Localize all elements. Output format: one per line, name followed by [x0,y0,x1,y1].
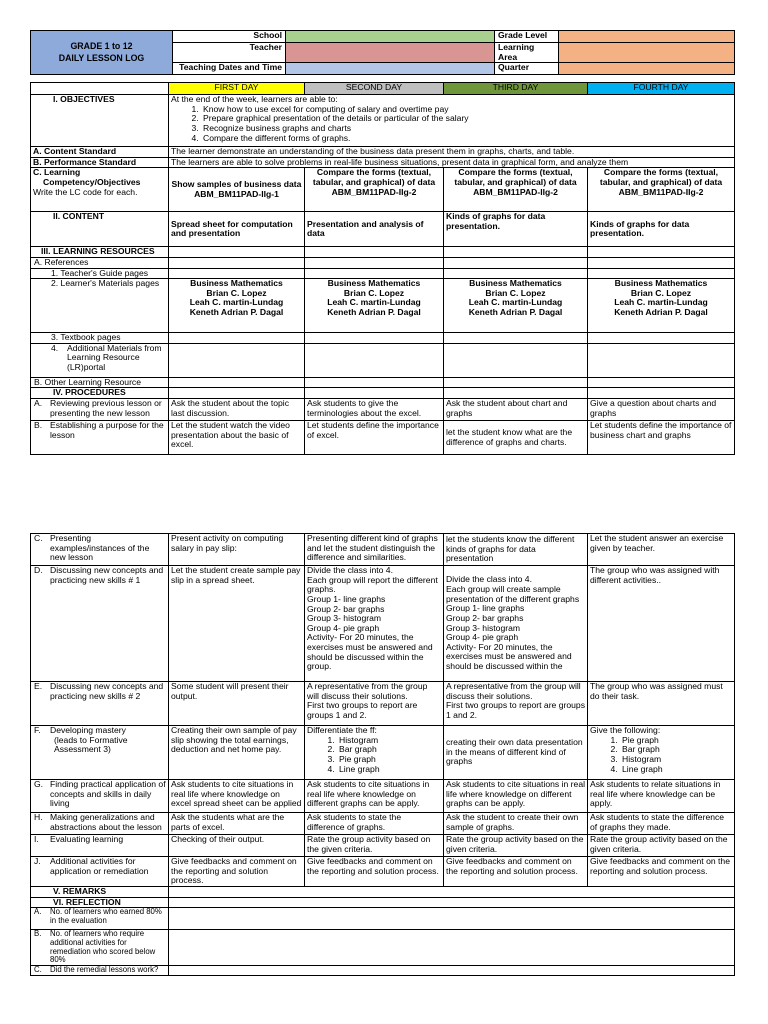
procedure-h-label [31,813,169,835]
school-label: School [173,31,286,43]
competency-label-2: Competency/Objectives [43,176,141,187]
textbook-row [31,333,735,344]
book-day4: Business Mathematics Brian C. Lopez Leah C. martin-Lundag Keneth Adrian P. Dagal [588,279,735,333]
procedure-a-text: Reviewing previous lesson or presenting the new lesson [50,398,162,418]
procedure-a-day2: Ask students to give the terminologies about the excel. [305,399,444,421]
procedure-f-day4-list [590,736,732,775]
procedure-e-day4: The group who was assigned must do their task. [588,682,735,726]
procedure-row-g [31,780,735,813]
remarks-row [31,886,735,897]
additional-num: 4. [51,343,59,353]
procedure-f-day2-intro: Differentiate the ff: [307,725,377,735]
reflection-b-cell[interactable] [169,930,735,966]
procedure-d-num: D. [34,565,43,575]
competency-day3: Compare the forms (textual, tabular, and graphical) of data ABM_BM11PAD-IIg-2 [444,168,588,212]
procedures-row [31,388,735,399]
additional-row [31,343,735,377]
remarks-cell[interactable] [169,886,735,897]
procedure-b-label [31,421,169,455]
procedure-c-day4: Let the student answer an exercise given by teacher. [588,534,735,566]
objectives-list [171,105,732,144]
other-resource-label: B. Other Learning Resource [31,377,169,388]
competency-label-3: Write the LC code for each. [33,186,138,197]
list-item: 3. Pie graph [337,755,441,765]
content-day4: Kinds of graphs for data presentation. [588,212,735,247]
day-header-2: SECOND DAY [305,83,444,95]
objectives-label: I. OBJECTIVES [31,95,169,147]
reflection-label: VI. REFLECTION [31,897,169,908]
procedure-f-num: F. [34,725,41,735]
tg-row [31,268,735,279]
reflection-row-c [31,966,735,976]
resources-label: III. LEARNING RESOURCES [31,247,169,258]
procedure-e-day2: A representative from the group will discuss their solutions. First two groups to report are groups 1 and 2. [305,682,444,726]
header-table [30,30,735,75]
corner-cell [31,83,169,95]
remarks-label: V. REMARKS [31,886,169,897]
reflection-a-text: No. of learners who earned 80% in the evaluation [50,907,162,925]
reflection-a-cell[interactable] [169,908,735,930]
list-item: 1. Pie graph [620,736,732,746]
procedure-c-text: Presenting examples/instances of the new lesson [50,533,150,563]
procedure-b-day3: let the student know what are the difference of graphs and charts. [444,421,588,455]
procedure-f-day1: Creating their own sample of pay slip showing the total earnings, deduction and net home pay. [169,726,305,780]
learners-materials-label: 2. Learner's Materials pages [31,279,169,333]
reflection-c-text: Did the remedial lessons work? [50,965,159,974]
learning-area-field[interactable] [559,43,735,63]
procedure-c-day3: let the students know the different kinds of graphs for data presentation [444,534,588,566]
content-standard-text: The learner demonstrate an understanding of the business data present them in graphs, charts, and table. [169,147,735,158]
procedure-e-num: E. [34,681,43,691]
competency-day4: Compare the forms (textual, tabular, and graphical) of data ABM_BM11PAD-IIg-2 [588,168,735,212]
content-day1: Spread sheet for computation and presentation [169,212,305,247]
procedure-e-day3: A representative from the group will discuss their solutions. First two groups to report are groups 1 and 2. [444,682,588,726]
book-day1: Business Mathematics Brian C. Lopez Leah C. martin-Lundag Keneth Adrian P. Dagal [169,279,305,333]
procedure-h-day4: Ask students to state the difference of graphs they made. [588,813,735,835]
procedure-j-day2: Give feedbacks and comment on the reporting and solution process. [305,857,444,887]
competency-label-1: C. Learning [33,167,81,178]
procedure-row-b [31,421,735,455]
list-item: 1. Histogram [337,736,441,746]
procedure-row-d [31,566,735,682]
list-item: 4. Line graph [337,765,441,775]
procedure-g-num: G. [34,779,44,789]
dates-field[interactable] [286,63,495,75]
procedure-a-day3: Ask the student about chart and graphs [444,399,588,421]
competency-day1: Show samples of business data ABM_BM11PAD-IIg-1 [169,168,305,212]
performance-standard-row [31,157,735,168]
procedure-g-day4: Ask students to relate situations in real life where knowledge can be apply. [588,780,735,813]
procedure-j-text: Additional activities for application or remediation [50,856,149,876]
lesson-table-part1 [30,82,735,455]
references-label: A. References [31,257,169,268]
other-resource-row [31,377,735,388]
procedure-j-day1: Give feedbacks and comment on the reporting and solution process. [169,857,305,887]
additional-label [31,343,169,377]
day-header-4: FOURTH DAY [588,83,735,95]
performance-standard-label: B. Performance Standard [31,157,169,168]
procedure-d-text: Discussing new concepts and practicing new skills # 1 [50,565,164,585]
reflection-row-a [31,908,735,930]
procedure-h-day1: Ask the students what are the parts of excel. [169,813,305,835]
procedure-a-day1: Ask the student about the topic last discussion. [169,399,305,421]
quarter-field[interactable] [559,63,735,75]
procedure-g-text: Finding practical application of concepts and skills in daily living [50,779,166,809]
content-label: II. CONTENT [31,212,169,247]
objective-item: 1. Know how to use excel for computing of salary and overtime pay [201,105,732,115]
procedure-g-label [31,780,169,813]
grade-level-label: Grade Level [495,31,559,43]
list-item: 2. Bar graph [337,745,441,755]
procedure-a-label [31,399,169,421]
procedure-b-text: Establishing a purpose for the lesson [50,420,164,440]
teachers-guide-label: 1. Teacher's Guide pages [31,268,169,279]
learning-area-label: Learning Area [495,43,559,63]
procedure-b-day1: Let the student watch the video presentation about the basic of excel. [169,421,305,455]
procedure-d-day4: The group who was assigned with different activities.. [588,566,735,682]
procedure-e-day1: Some student will present their output. [169,682,305,726]
procedure-j-day3: Give feedbacks and comment on the reporting and solution process. [444,857,588,887]
procedure-a-num: A. [34,398,43,408]
procedures-label: IV. PROCEDURES [31,388,169,399]
reflection-c-num: C. [34,965,42,974]
procedure-e-label [31,682,169,726]
procedure-f-day2 [305,726,444,780]
quarter-label: Quarter [495,63,559,75]
procedure-row-f [31,726,735,780]
procedure-row-j [31,857,735,887]
procedure-f-day3: creating their own data presentation in the means of different kind of graphs [444,726,588,780]
procedure-i-day3: Rate the group activity based on the given criteria. [444,835,588,857]
objective-item: 4. Compare the different forms of graphs. [201,134,732,144]
content-standard-label: A. Content Standard [31,147,169,158]
content-day2: Presentation and analysis of data [305,212,444,247]
objective-item: 3. Recognize business graphs and charts [201,124,732,134]
procedure-i-text: Evaluating learning [50,834,124,844]
procedure-f-day2-list [307,736,441,775]
day-header-3: THIRD DAY [444,83,588,95]
resources-row [31,247,735,258]
references-row [31,257,735,268]
procedure-row-c [31,534,735,566]
procedure-i-day1: Checking of their output. [169,835,305,857]
procedure-i-num: I. [34,834,39,844]
procedure-j-num: J. [34,856,41,866]
procedure-i-day4: Rate the group activity based on the given criteria. [588,835,735,857]
procedure-row-i [31,835,735,857]
reflection-b-text: No. of learners who require additional activities for remediation who scored below 80% [50,929,156,965]
procedure-g-day1: Ask students to cite situations in real life where knowledge on excel spread sheet can be applied [169,780,305,813]
objectives-row [31,95,735,147]
log-title [31,31,173,75]
book-day3: Business Mathematics Brian C. Lopez Leah C. martin-Lundag Keneth Adrian P. Dagal [444,279,588,333]
competency-label [31,168,169,212]
objective-item: 2. Prepare graphical presentation of the details or particular of the salary [201,114,732,124]
reflection-c-cell[interactable] [169,966,735,976]
procedure-c-num: C. [34,533,43,543]
procedure-h-day2: Ask students to state the difference of graphs. [305,813,444,835]
list-item: 4. Line graph [620,765,732,775]
objectives-intro: At the end of the week, learners are able to: [171,94,338,104]
content-standard-row [31,147,735,158]
grade-level-field[interactable] [559,31,735,43]
reflection-b-num: B. [34,929,42,939]
procedure-g-day2: Ask students to cite situations in real life where knowledge on different graphs can be apply. [305,780,444,813]
procedure-row-h [31,813,735,835]
reflection-cell[interactable] [169,897,735,908]
teacher-field[interactable] [286,43,495,63]
procedure-b-day2: Let students define the importance of excel. [305,421,444,455]
procedure-f-day4-intro: Give the following: [590,725,661,735]
procedure-b-num: B. [34,420,43,430]
lm-row [31,279,735,333]
procedure-c-label [31,534,169,566]
objectives-cell [169,95,735,147]
day-header-1: FIRST DAY [169,83,305,95]
procedure-i-label [31,835,169,857]
title-line1: GRADE 1 to 12 [70,41,133,52]
procedure-f-text: Developing mastery [50,725,126,735]
procedure-h-num: H. [34,812,43,822]
lesson-table-part2 [30,533,735,976]
procedure-f-text2: (leads to Formative Assessment 3) [54,734,128,755]
procedure-d-label [31,566,169,682]
competency-day2: Compare the forms (textual, tabular, and graphical) of data ABM_BM11PAD-IIg-2 [305,168,444,212]
reflection-a-label [31,908,169,930]
procedure-b-day4: Let students define the importance of business chart and graphs [588,421,735,455]
procedure-c-day1: Present activity on computing salary in pay slip: [169,534,305,566]
teacher-label: Teacher [173,43,286,63]
reflection-row-b [31,930,735,966]
procedure-h-text: Making generalizations and abstractions about the lesson [50,812,162,832]
school-field[interactable] [286,31,495,43]
content-row [31,212,735,247]
procedure-c-day2: Presenting different kind of graphs and let the student distinguish the difference and similarities. [305,534,444,566]
competency-row [31,168,735,212]
procedure-j-day4: Give feedbacks and comment on the reporting and solution process. [588,857,735,887]
procedure-f-label [31,726,169,780]
dates-label: Teaching Dates and Time [173,63,286,75]
procedure-d-day3: Divide the class into 4. Each group will create sample presentation of the different graphs Group 1- line graphs Group 2- bar graphs Group 3- histogram Group 4- pie graph Activity- For 20 minutes, the exercises must be answered and should be discussed within the [444,566,588,682]
procedure-f-day4 [588,726,735,780]
procedure-row-a [31,399,735,421]
book-day2: Business Mathematics Brian C. Lopez Leah C. martin-Lundag Keneth Adrian P. Dagal [305,279,444,333]
day-header-row [31,83,735,95]
reflection-a-num: A. [34,907,42,917]
procedure-d-day1: Let the student create sample pay slip in a spread sheet. [169,566,305,682]
procedure-d-day2: Divide the class into 4. Each group will report the different graphs. Group 1- line graphs Group 2- bar graphs Group 3- histogram Group 4- pie graph Activity- For 20 minutes, the exercises must be answered and should be discussed within the group. [305,566,444,682]
title-line2: DAILY LESSON LOG [58,52,145,63]
list-item: 3. Histogram [620,755,732,765]
procedure-a-day4: Give a question about charts and graphs [588,399,735,421]
content-day3: Kinds of graphs for data presentation. [444,212,588,247]
procedure-e-text: Discussing new concepts and practicing new skills # 2 [50,681,164,701]
procedure-i-day2: Rate the group activity based on the given criteria. [305,835,444,857]
procedure-j-label [31,857,169,887]
additional-text: Additional Materials from Learning Resource (LR)portal [67,343,162,372]
procedure-row-e [31,682,735,726]
procedure-h-day3: Ask the student to create their own sample of graphs. [444,813,588,835]
performance-standard-text: The learners are able to solve problems in real-life business situations, present data in graphical form, and analyze them [169,157,735,168]
reflection-c-label [31,966,169,976]
procedure-g-day3: Ask students to cite situations in real life where knowledge on different graphs can be apply. [444,780,588,813]
reflection-row [31,897,735,908]
list-item: 2. Bar graph [620,745,732,755]
textbook-label: 3. Textbook pages [31,333,169,344]
reflection-b-label [31,930,169,966]
